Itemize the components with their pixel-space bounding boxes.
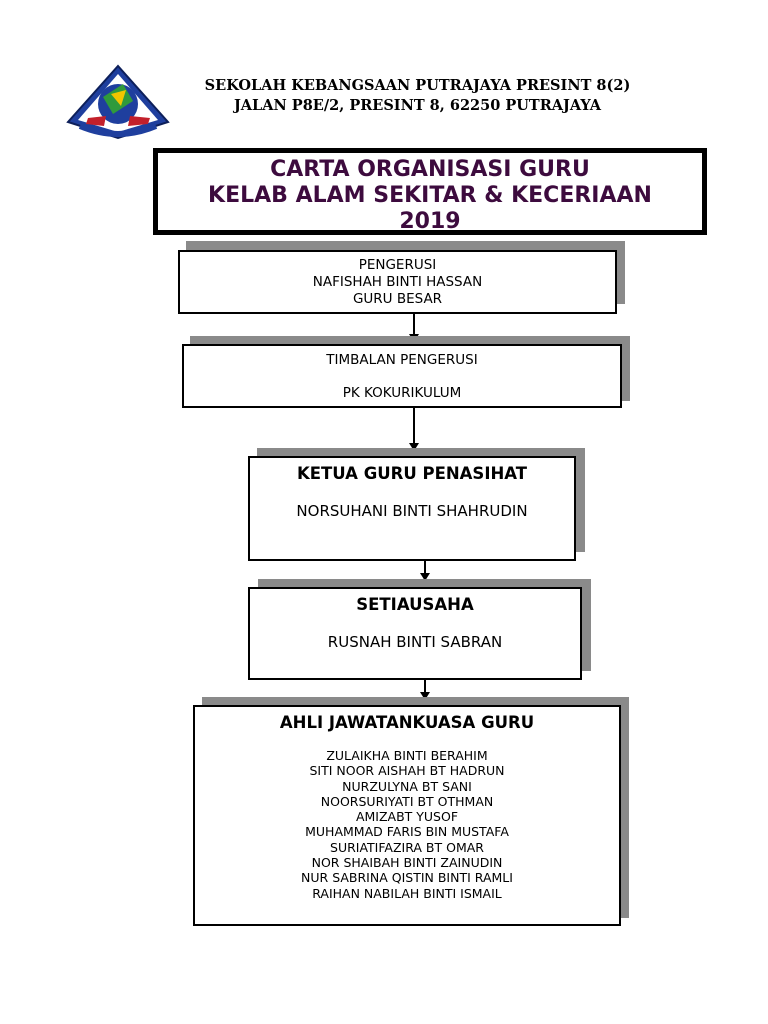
ajk-role: AHLI JAWATANKUASA GURU (279, 713, 535, 732)
ketua-role: KETUA GURU PENASIHAT (296, 464, 528, 483)
ajk-member: SURIATIFAZIRA BT OMAR (330, 839, 484, 855)
pengerusi-role: PENGERUSI (358, 257, 437, 273)
ajk-box (193, 705, 621, 926)
ajk-member: NOORSURIYATI BT OTHMAN (320, 793, 494, 809)
ajk-member: SITI NOOR AISHAH BT HADRUN (309, 763, 505, 779)
school-name: SEKOLAH KEBANGSAAN PUTRAJAYA PRESINT 8(2) (204, 77, 631, 94)
ajk-member: NOR SHAIBAH BINTI ZAINUDIN (311, 855, 503, 871)
title-line-3: 2019 (399, 209, 461, 234)
timbalan-name: PK KOKURIKULUM (342, 385, 462, 401)
setiausaha-role: SETIAUSAHA (356, 595, 474, 614)
school-address: JALAN P8E/2, PRESINT 8, 62250 PUTRAJAYA (233, 97, 602, 114)
pengerusi-position: GURU BESAR (352, 291, 443, 307)
ajk-member-list (195, 748, 619, 901)
pengerusi-box (178, 250, 617, 314)
ajk-member: NURZULYNA BT SANI (342, 778, 472, 794)
school-logo (66, 64, 170, 140)
ajk-member: ZULAIKHA BINTI BERAHIM (326, 748, 488, 763)
school-header (170, 76, 665, 116)
ajk-member: MUHAMMAD FARIS BIN MUSTAFA (305, 824, 509, 840)
ketua-box (248, 456, 576, 561)
title-line-1: CARTA ORGANISASI GURU (270, 157, 590, 182)
setiausaha-name: RUSNAH BINTI SABRAN (327, 633, 503, 651)
ajk-member: RAIHAN NABILAH BINTI ISMAIL (312, 885, 502, 901)
timbalan-box (182, 344, 622, 408)
setiausaha-box (248, 587, 582, 680)
ketua-name: NORSUHANI BINTI SHAHRUDIN (296, 502, 528, 520)
ajk-member: AMIZABT YUSOF (355, 809, 459, 825)
connector-line (413, 408, 415, 445)
connector-line (413, 314, 415, 336)
ajk-member: NUR SABRINA QISTIN BINTI RAMLI (301, 870, 513, 886)
title-line-2: KELAB ALAM SEKITAR & KECERIAAN (208, 183, 652, 208)
timbalan-role: TIMBALAN PENGERUSI (326, 352, 478, 368)
title-box (153, 148, 707, 235)
pengerusi-name: NAFISHAH BINTI HASSAN (312, 274, 483, 290)
